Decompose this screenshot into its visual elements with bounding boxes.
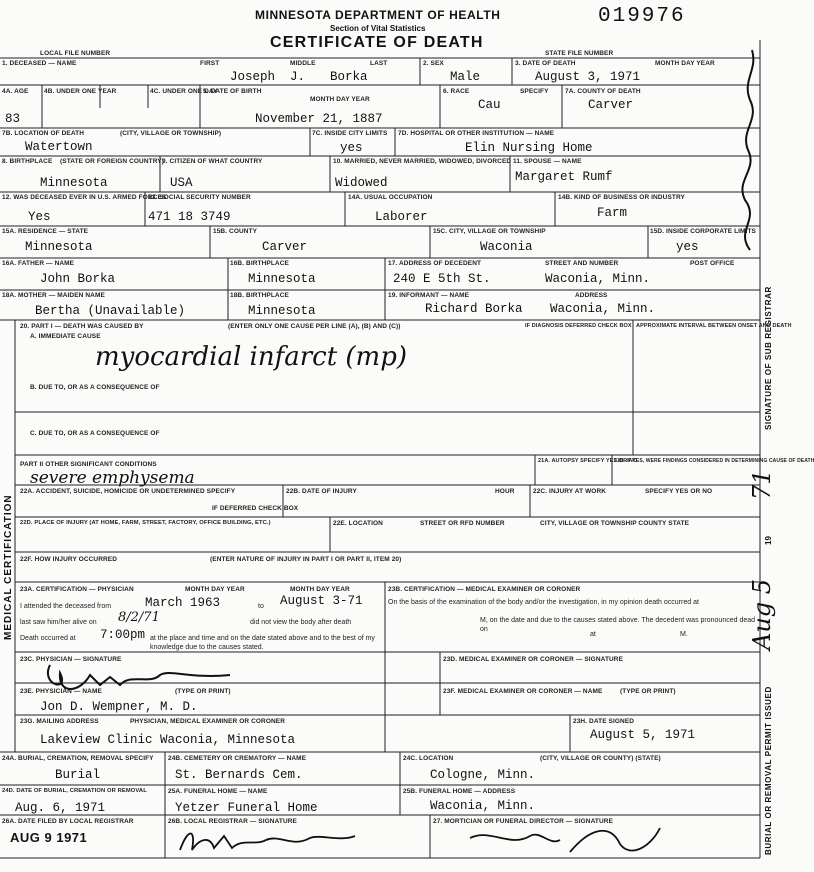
birthplace-sub-label: (STATE OR FOREIGN COUNTRY) bbox=[60, 158, 164, 165]
date-of-birth-label: 5. DATE OF BIRTH bbox=[203, 88, 262, 95]
due-to-c-label: C. DUE TO, OR AS A CONSEQUENCE OF bbox=[30, 430, 160, 437]
location-city-label: (CITY, VILLAGE OR TOWNSHIP) bbox=[120, 130, 222, 137]
age-value: 83 bbox=[5, 112, 21, 126]
hour-label: HOUR bbox=[495, 488, 515, 495]
birthplace-value: Minnesota bbox=[40, 176, 108, 190]
specify-yes-no-label: SPECIFY YES OR NO bbox=[645, 488, 713, 495]
if-deferred-label: IF DEFERRED CHECK BOX bbox=[212, 505, 299, 512]
middle-name-value: J. bbox=[290, 70, 306, 84]
to-label: to bbox=[258, 603, 264, 610]
burial-value: Burial bbox=[55, 768, 101, 782]
part2-label: PART II OTHER SIGNIFICANT CONDITIONS bbox=[20, 461, 157, 468]
registrar-signature bbox=[170, 822, 370, 856]
kind-of-business-label: 14B. KIND OF BUSINESS OR INDUSTRY bbox=[558, 194, 685, 201]
date-signed-label: 23H. DATE SIGNED bbox=[573, 718, 635, 725]
address-po-value: Waconia, Minn. bbox=[545, 272, 651, 286]
ssn-label: 13. SOCIAL SECURITY NUMBER bbox=[148, 194, 251, 201]
physician-name-label: 23E. PHYSICIAN — NAME bbox=[20, 688, 102, 695]
corporate-limits-label: 15D. INSIDE CORPORATE LIMITS bbox=[650, 228, 756, 235]
state-file-number-label: STATE FILE NUMBER bbox=[545, 50, 614, 57]
examiner-text2: M, on the date and due to the causes stated above. The decedent was pronounced dead on bbox=[480, 617, 756, 633]
examiner-name-label: 23F. MEDICAL EXAMINER OR CORONER — NAME bbox=[443, 688, 603, 695]
death-time-value: 7:00pm bbox=[100, 628, 146, 642]
diagnosis-deferred-label: IF DIAGNOSIS DEFERRED CHECK BOX bbox=[525, 323, 632, 329]
mailing-address-value: Lakeview Clinic Waconia, Minnesota bbox=[40, 733, 296, 747]
mortician-signature bbox=[460, 818, 670, 860]
mailing-address-sub-label: PHYSICIAN, MEDICAL EXAMINER OR CORONER bbox=[130, 718, 285, 725]
mother-label: 18A. MOTHER — MAIDEN NAME bbox=[2, 292, 105, 299]
sex-label: 2. SEX bbox=[423, 60, 444, 67]
address-label: 17. ADDRESS OF DECEDENT bbox=[388, 260, 482, 267]
enter-nature-label: (ENTER NATURE OF INJURY IN PART I OR PART II, ITEM 20) bbox=[210, 556, 402, 563]
burial-label: 24A. BURIAL, CREMATION, REMOVAL SPECIFY bbox=[2, 755, 154, 762]
race-specify-label: SPECIFY bbox=[520, 88, 549, 95]
date-filed-label: 26A. DATE FILED BY LOCAL REGISTRAR bbox=[2, 818, 134, 825]
first-name-value: Joseph bbox=[230, 70, 276, 84]
examiner-m-label: M. bbox=[680, 631, 688, 638]
spouse-value: Margaret Rumf bbox=[515, 170, 613, 184]
local-file-number-label: LOCAL FILE NUMBER bbox=[40, 50, 111, 57]
cert-physician-mdy2-label: MONTH DAY YEAR bbox=[290, 586, 350, 593]
address-street-value: 240 E 5th St. bbox=[393, 272, 491, 286]
due-to-b-label: B. DUE TO, OR AS A CONSEQUENCE OF bbox=[30, 384, 160, 391]
sub-registrar-signature-label: SIGNATURE OF SUB REGISTRAR bbox=[764, 286, 773, 430]
funeral-home-label: 25A. FUNERAL HOME — NAME bbox=[168, 788, 268, 795]
autopsy-label: 21A. AUTOPSY SPECIFY YES OR NO bbox=[538, 458, 638, 464]
post-office-label: POST OFFICE bbox=[690, 260, 735, 267]
cemetery-location-label: 24C. LOCATION bbox=[403, 755, 454, 762]
father-label: 16A. FATHER — NAME bbox=[2, 260, 75, 267]
ssn-value: 471 18 3749 bbox=[148, 210, 231, 224]
at-place-label: at the place and time and on the date stated above and to the best of my knowledge due to the causes stated. bbox=[150, 635, 375, 651]
last-name-value: Borka bbox=[330, 70, 368, 84]
attended-from-value: March 1963 bbox=[145, 596, 221, 610]
under-one-year-label: 4B. UNDER ONE YEAR bbox=[44, 88, 117, 95]
sex-value: Male bbox=[450, 70, 481, 84]
location-label: 22E. LOCATION bbox=[333, 520, 383, 527]
attended-from-label: I attended the deceased from bbox=[20, 603, 112, 610]
registrar-signature-label: 26B. LOCAL REGISTRAR — SIGNATURE bbox=[168, 818, 297, 825]
immediate-cause-label: A. IMMEDIATE CAUSE bbox=[30, 333, 101, 340]
occupation-label: 14A. USUAL OCCUPATION bbox=[348, 194, 433, 201]
mother-value: Bertha (Unavailable) bbox=[35, 304, 186, 318]
medical-certification-label: MEDICAL CERTIFICATION bbox=[3, 494, 14, 640]
physician-name-value: Jon D. Wempner, M. D. bbox=[40, 700, 198, 714]
date-of-burial-label: 24D. DATE OF BURIAL, CREMATION OR REMOVAL bbox=[2, 788, 147, 794]
did-not-view-label: did not view the body after death bbox=[250, 619, 352, 626]
informant-address-value: Waconia, Minn. bbox=[550, 302, 656, 316]
location-of-death-value: Watertown bbox=[25, 140, 93, 154]
cert-physician-label: 23A. CERTIFICATION — PHYSICIAN bbox=[20, 586, 134, 593]
location-of-death-label: 7B. LOCATION OF DEATH bbox=[2, 130, 85, 137]
part1-label: 20. PART I — DEATH WAS CAUSED BY bbox=[20, 323, 144, 330]
cemetery-label: 24B. CEMETERY OR CREMATORY — NAME bbox=[168, 755, 307, 762]
corporate-limits-value: yes bbox=[676, 240, 699, 254]
cert-examiner-label: 23B. CERTIFICATION — MEDICAL EXAMINER OR CORONER bbox=[388, 586, 581, 593]
department-name: MINNESOTA DEPARTMENT OF HEALTH bbox=[255, 8, 501, 22]
mailing-address-label: 23G. MAILING ADDRESS bbox=[20, 718, 99, 725]
armed-forces-value: Yes bbox=[28, 210, 51, 224]
residence-state-value: Minnesota bbox=[25, 240, 93, 254]
armed-forces-label: 12. WAS DECEASED EVER IN U.S. ARMED FORCES bbox=[2, 194, 167, 201]
race-value: Cau bbox=[478, 98, 501, 112]
section-name: Section of Vital Statistics bbox=[330, 24, 426, 33]
inside-city-limits-label: 7C. INSIDE CITY LIMITS bbox=[312, 130, 388, 137]
cert-physician-mdy-label: MONTH DAY YEAR bbox=[185, 586, 245, 593]
hospital-label: 7D. HOSPITAL OR OTHER INSTITUTION — NAME bbox=[398, 130, 555, 137]
accident-label: 22A. ACCIDENT, SUICIDE, HOMICIDE OR UNDETERMINED SPECIFY bbox=[20, 488, 236, 495]
enter-one-cause-label: (ENTER ONLY ONE CAUSE PER LINE (A), (B) AND (C)) bbox=[228, 323, 401, 330]
occupation-value: Laborer bbox=[375, 210, 428, 224]
marital-status-label: 10. MARRIED, NEVER MARRIED, WIDOWED, DIVORCED bbox=[333, 158, 512, 165]
date-of-birth-value: November 21, 1887 bbox=[255, 112, 383, 126]
residence-county-label: 15B. COUNTY bbox=[213, 228, 258, 235]
examiner-at-label: at bbox=[590, 631, 596, 638]
street-number-label: STREET AND NUMBER bbox=[545, 260, 619, 267]
race-label: 6. RACE bbox=[443, 88, 470, 95]
informant-address-label: ADDRESS bbox=[575, 292, 608, 299]
informant-value: Richard Borka bbox=[425, 302, 523, 316]
residence-city-value: Waconia bbox=[480, 240, 533, 254]
physician-signature-label: 23C. PHYSICIAN — SIGNATURE bbox=[20, 656, 122, 663]
burial-permit-label: BURIAL OR REMOVAL PERMIT ISSUED bbox=[764, 686, 773, 855]
last-label: LAST bbox=[370, 60, 388, 67]
other-conditions-value: severe emphysema bbox=[30, 468, 195, 488]
father-birthplace-label: 16B. BIRTHPLACE bbox=[230, 260, 289, 267]
last-saw-value: 8/2/71 bbox=[118, 610, 160, 625]
cemetery-location-value: Cologne, Minn. bbox=[430, 768, 536, 782]
immediate-cause-value: myocardial infarct (mp) bbox=[95, 342, 407, 372]
birthplace-label: 8. BIRTHPLACE bbox=[2, 158, 53, 165]
inside-city-limits-value: yes bbox=[340, 141, 363, 155]
date-of-death-mdy-label: MONTH DAY YEAR bbox=[655, 60, 715, 67]
date-filed-stamp: AUG 9 1971 bbox=[10, 830, 88, 845]
last-saw-label: last saw him/her alive on bbox=[20, 619, 97, 626]
type-print-label: (TYPE OR PRINT) bbox=[175, 688, 231, 695]
first-label: FIRST bbox=[200, 60, 220, 67]
death-occurred-label: Death occurred at bbox=[20, 635, 76, 642]
mother-birthplace-value: Minnesota bbox=[248, 304, 316, 318]
street-rfd-label: STREET OR RFD NUMBER bbox=[420, 520, 505, 527]
marital-status-value: Widowed bbox=[335, 176, 388, 190]
age-label: 4A. AGE bbox=[2, 88, 29, 95]
date-signed-value: August 5, 1971 bbox=[590, 728, 696, 742]
mother-birthplace-label: 18B. BIRTHPLACE bbox=[230, 292, 289, 299]
residence-state-label: 15A. RESIDENCE — STATE bbox=[2, 228, 89, 235]
place-of-injury-label: 22D. PLACE OF INJURY (AT HOME, FARM, STREET, FACTORY, OFFICE BUILDING, ETC.) bbox=[20, 520, 271, 526]
permit-date-value: Aug 5 bbox=[748, 578, 776, 650]
funeral-home-address-value: Waconia, Minn. bbox=[430, 799, 536, 813]
document-title: CERTIFICATE OF DEATH bbox=[270, 34, 484, 51]
spouse-label: 11. SPOUSE — NAME bbox=[513, 158, 582, 165]
father-value: John Borka bbox=[40, 272, 116, 286]
hospital-value: Elin Nursing Home bbox=[465, 141, 593, 155]
residence-county-value: Carver bbox=[262, 240, 308, 254]
date-of-death-value: August 3, 1971 bbox=[535, 70, 641, 84]
city-county-state-label: CITY, VILLAGE OR TOWNSHIP COUNTY STATE bbox=[540, 520, 690, 527]
funeral-home-address-label: 25B. FUNERAL HOME — ADDRESS bbox=[403, 788, 516, 795]
examiner-text: On the basis of the examination of the body and/or the investigation, in my opinion death occurred at bbox=[388, 599, 699, 606]
middle-label: MIDDLE bbox=[290, 60, 316, 67]
kind-of-business-value: Farm bbox=[597, 206, 628, 220]
cemetery-location-sub-label: (CITY, VILLAGE OR COUNTY) (STATE) bbox=[540, 755, 661, 762]
county-of-death-label: 7A. COUNTY OF DEATH bbox=[565, 88, 641, 95]
date-of-injury-label: 22B. DATE OF INJURY bbox=[286, 488, 357, 495]
findings-label: 21B. IF YES, WERE FINDINGS CONSIDERED IN DETERMINING CAUSE OF DEATH bbox=[614, 458, 814, 464]
permit-19-label: 19 bbox=[764, 536, 773, 545]
injury-at-work-label: 22C. INJURY AT WORK bbox=[533, 488, 607, 495]
permit-year-value: 71 bbox=[748, 469, 776, 500]
citizen-label: 9. CITIZEN OF WHAT COUNTRY bbox=[162, 158, 263, 165]
how-injury-label: 22F. HOW INJURY OCCURRED bbox=[20, 556, 118, 563]
approx-interval-label: APPROXIMATE INTERVAL BETWEEN ONSET AND DEATH bbox=[636, 323, 792, 329]
citizen-value: USA bbox=[170, 176, 193, 190]
cemetery-value: St. Bernards Cem. bbox=[175, 768, 303, 782]
certificate-number: 019976 bbox=[598, 5, 686, 28]
informant-label: 19. INFORMANT — NAME bbox=[388, 292, 470, 299]
examiner-type-print-label: (TYPE OR PRINT) bbox=[620, 688, 676, 695]
examiner-signature-label: 23D. MEDICAL EXAMINER OR CORONER — SIGNATURE bbox=[443, 656, 624, 663]
funeral-home-value: Yetzer Funeral Home bbox=[175, 801, 318, 815]
under-one-day-label: 4C. UNDER ONE DAY bbox=[150, 88, 218, 95]
date-of-birth-mdy-label: MONTH DAY YEAR bbox=[310, 96, 370, 103]
sub-registrar-signature bbox=[730, 40, 765, 260]
date-of-burial-value: Aug. 6, 1971 bbox=[15, 801, 106, 815]
residence-city-label: 15C. CITY, VILLAGE OR TOWNSHIP bbox=[433, 228, 546, 235]
mortician-signature-label: 27. MORTICIAN OR FUNERAL DIRECTOR — SIGNATURE bbox=[433, 818, 614, 825]
county-of-death-value: Carver bbox=[588, 98, 634, 112]
father-birthplace-value: Minnesota bbox=[248, 272, 316, 286]
deceased-name-label: 1. DECEASED — NAME bbox=[2, 60, 77, 67]
date-of-death-label: 3. DATE OF DEATH bbox=[515, 60, 576, 67]
attended-to-value: August 3-71 bbox=[280, 594, 363, 608]
